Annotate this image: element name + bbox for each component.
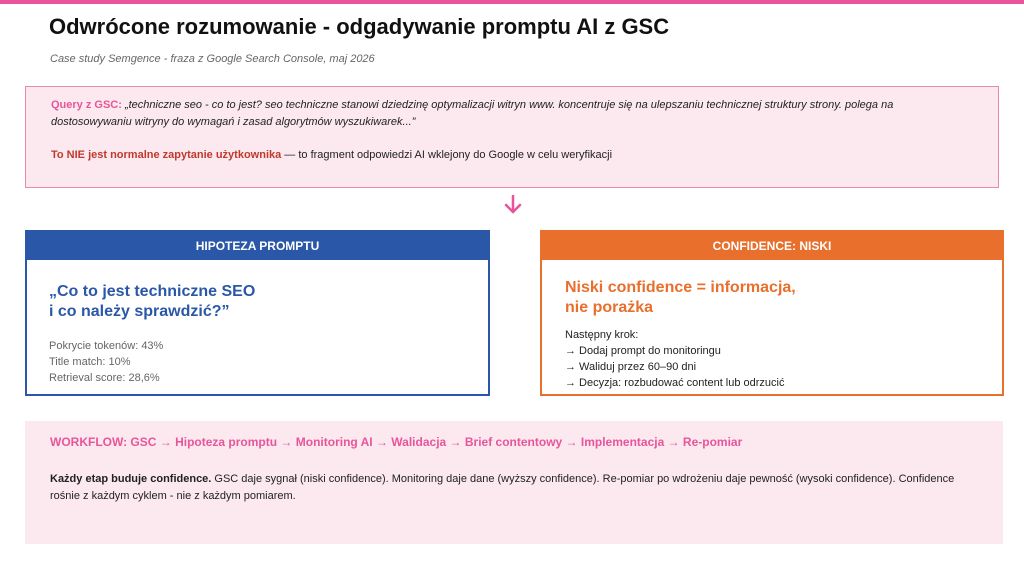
page-subtitle: Case study Semgence - fraza z Google Search Console, maj 2026 [50, 53, 375, 65]
confidence-card [540, 230, 1004, 396]
query-note [51, 149, 612, 161]
workflow-text-rest: GSC daje sygnał (niski confidence). Monitoring daje dane (wyższy confidence). Re-pomiar po wdrożeniu daje pewność (wysoki confidence). Confidence rośnie z każdym cyklem - nie z każdym pomiarem. [50, 473, 955, 502]
top-accent-bar [0, 0, 1024, 4]
confidence-title-line: Niski confidence = informacja, [565, 279, 796, 296]
stat-retrieval-score: Retrieval score: 28,6% [49, 372, 160, 384]
arrow-down-icon [502, 194, 524, 216]
hypothesis-quote [49, 282, 255, 322]
confidence-title-line: nie porażka [565, 299, 654, 316]
workflow-description [50, 471, 980, 505]
hypothesis-quote-line: i co należy sprawdzić?” [49, 303, 230, 320]
query-text-block [51, 97, 971, 131]
workflow-text-bold: Każdy etap buduje confidence. [50, 473, 212, 485]
workflow-panel [25, 421, 1003, 544]
hypothesis-quote-line: „Co to jest techniczne SEO [49, 283, 256, 300]
query-text: „techniczne seo - co to jest? seo techniczne stanowi dziedzinę optymalizacji witryn www. koncentruje się na ulepszaniu technicznej struktury strony. polega na dostosowywaniu witryny do wymagań i zasad algorytmów wyszukiwarek...” [51, 99, 894, 128]
hypothesis-stats [49, 338, 163, 386]
query-note-rest: — to fragment odpowiedzi AI wklejony do Google w celu weryfikacji [281, 149, 613, 161]
stat-title-match: Title match: 10% [49, 356, 131, 368]
next-steps-label: Następny krok: [565, 329, 639, 341]
query-label: Query z GSC: [51, 99, 122, 111]
query-panel [25, 86, 999, 188]
confidence-title [565, 278, 796, 318]
next-step-item: → Waliduj przez 60–90 dni [565, 361, 697, 373]
stat-token-coverage: Pokrycie tokenów: 43% [49, 340, 164, 352]
workflow-line: WORKFLOW: GSC → Hipoteza promptu → Monitoring AI → Walidacja → Brief contentowy → Implementacja → Re-pomiar [50, 435, 743, 449]
query-note-strong: To NIE jest normalne zapytanie użytkownika [51, 149, 282, 161]
next-steps [565, 327, 785, 391]
hypothesis-card [25, 230, 490, 396]
next-step-item: → Dodaj prompt do monitoringu [565, 345, 721, 357]
page-title: Odwrócone rozumowanie - odgadywanie promptu AI z GSC [49, 14, 670, 39]
next-step-item: → Decyzja: rozbudować content lub odrzucić [565, 377, 785, 389]
hypothesis-card-header: HIPOTEZA PROMPTU [27, 232, 488, 260]
confidence-card-header: CONFIDENCE: NISKI [542, 232, 1002, 260]
